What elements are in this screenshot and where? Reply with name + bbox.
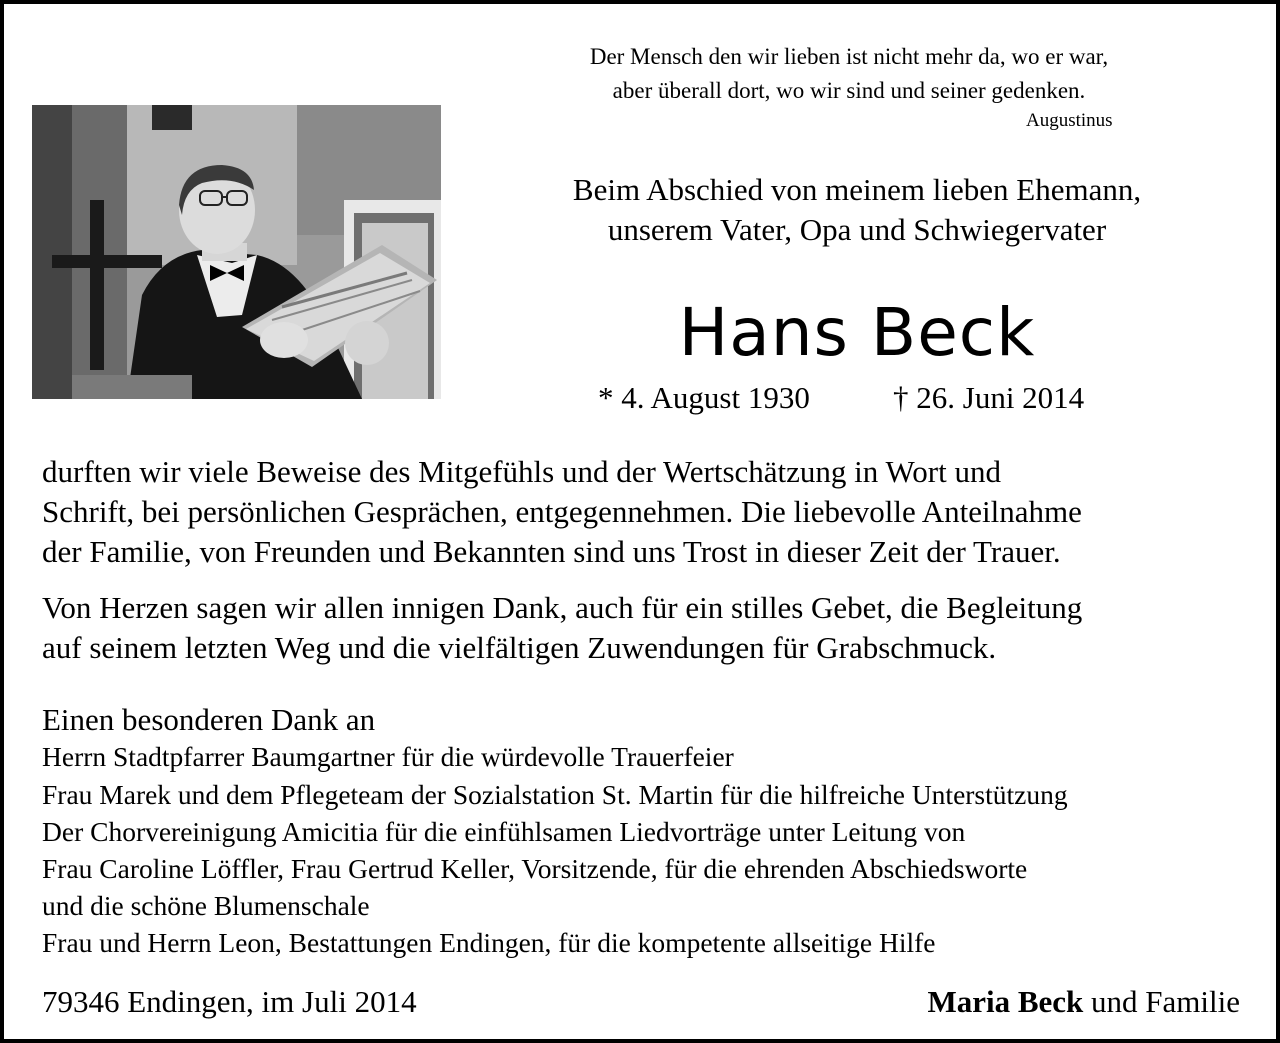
heading-line-2: unserem Vater, Opa und Schwiegervater <box>607 212 1107 247</box>
quote-author: Augustinus <box>1026 110 1113 131</box>
portrait-photo <box>32 105 441 399</box>
birth-date: * 4. August 1930 <box>598 380 810 415</box>
special-thanks-line-3: Der Chorvereinigung Amicitia für die einfühlsamen Liedvorträge unter Leitung von <box>42 816 966 847</box>
special-thanks-line-6: Frau und Herrn Leon, Bestattungen Endingen, für die kompetente allseitige Hilfe <box>42 927 936 958</box>
heading-line-1: Beim Abschied von meinem lieben Ehemann, <box>572 172 1142 207</box>
special-thanks-title: Einen besonderen Dank an <box>42 702 376 737</box>
signer-name: Maria Beck <box>927 984 1084 1019</box>
quote-line-2: aber überall dort, wo wir sind und seiner gedenken. <box>612 78 1086 103</box>
special-thanks-line-4: Frau Caroline Löffler, Frau Gertrud Keller, Vorsitzende, für die ehrenden Abschiedsworte <box>42 853 1028 884</box>
special-thanks-line-5: und die schöne Blumenschale <box>42 890 370 921</box>
quote-line-1: Der Mensch den wir lieben ist nicht mehr da, wo er war, <box>589 44 1109 69</box>
place-date: 79346 Endingen, im Juli 2014 <box>42 984 417 1019</box>
special-thanks-line-1: Herrn Stadtpfarrer Baumgartner für die würdevolle Trauerfeier <box>42 741 734 772</box>
paragraph1-line-1: durften wir viele Beweise des Mitgefühls und der Wertschätzung in Wort und <box>42 454 1001 489</box>
man-reading-book-image <box>32 105 441 399</box>
deceased-name: Hans Beck <box>678 294 1036 371</box>
signer-suffix: und Familie <box>1083 984 1240 1019</box>
special-thanks-line-2: Frau Marek und dem Pflegeteam der Sozialstation St. Martin für die hilfreiche Unterstützung <box>42 779 1068 810</box>
paragraph2-line-2: auf seinem letzten Weg und die vielfältigen Zuwendungen für Grabschmuck. <box>42 630 997 665</box>
paragraph1-line-3: der Familie, von Freunden und Bekannten sind uns Trost in dieser Zeit der Trauer. <box>42 534 1061 569</box>
signature <box>927 984 1240 1020</box>
death-date: † 26. Juni 2014 <box>893 380 1085 415</box>
paragraph2-line-1: Von Herzen sagen wir allen innigen Dank, auch für ein stilles Gebet, die Begleitung <box>42 590 1083 625</box>
paragraph1-line-2: Schrift, bei persönlichen Gesprächen, entgegennehmen. Die liebevolle Anteilnahme <box>42 494 1082 529</box>
